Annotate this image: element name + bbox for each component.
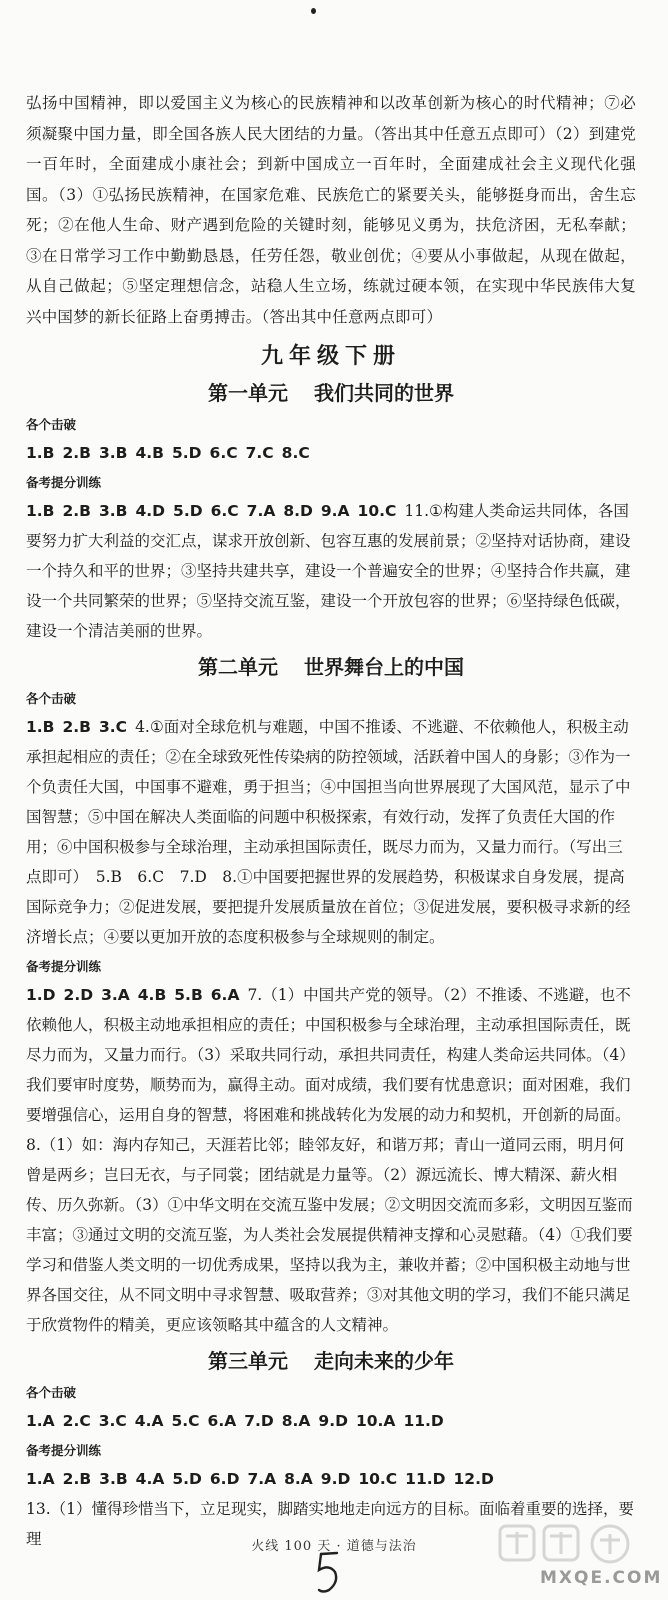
answer-item: 2.C xyxy=(62,1412,91,1430)
answer-item: 5.D xyxy=(172,1470,202,1488)
answer-item: 10.C xyxy=(357,502,397,520)
answer-item: 11.D xyxy=(405,1470,446,1488)
unit-2-heading xyxy=(26,650,636,684)
watermark-text: MXQE.COM xyxy=(540,1568,663,1588)
answer-item: 4.D xyxy=(135,502,166,520)
unit-2-section-2-label: 备考提分训练 xyxy=(26,959,102,974)
answer-item: 3.C xyxy=(99,718,128,736)
answer-text: 4.①面对全球危机与难题，中国不推诿、不逃避、不依赖他人，积极主动承担起相应的责任；②在全球致死性传染病的防控领域，活跃着中国人的身影；③作为一个负责任大国，中国事不避难，勇于担当；④中国担当向世界展现了大国风范，显示了中国智慧；⑤中国在解决人类面临的问题中积极探索，有效行动，发挥了负责任大国的作用；⑥中国积极参与全球治理，主动承担国际责任，既尽力而为，又量力而行。（写出三点即可） 5.B 6.C 7.D 8.①中国要把握世界的发展趋势，积极谋求自身发展，提高国际竞争力；②促进发展，要把提升发展质量放在首位；③促进发展，要积极寻求新的经济增长点；④要以更加开放的态度积极参与全球规则的制定。 xyxy=(26,718,631,946)
answer-item: 2.B xyxy=(62,502,91,520)
answer-item: 12.D xyxy=(453,1470,494,1488)
answer-item: 8.A xyxy=(284,1470,313,1488)
unit-2-section-1-answers xyxy=(26,712,636,952)
book-title: 九年级下册 xyxy=(260,343,401,369)
answer-item: 6.D xyxy=(209,1470,240,1488)
handwritten-page-number xyxy=(313,1550,343,1596)
unit-1-section-1-answers xyxy=(26,438,636,468)
answer-item: 4.A xyxy=(134,1412,164,1430)
unit-3-heading xyxy=(26,1344,636,1378)
answer-item: 4.B xyxy=(137,986,167,1004)
answer-item: 8.D xyxy=(283,502,313,520)
answer-item: 7.A xyxy=(247,1470,277,1488)
answer-item: 7.C xyxy=(245,444,274,462)
answer-item: 6.C xyxy=(209,444,238,462)
unit-1-number: 第一单元 xyxy=(208,381,288,405)
unit-1-section-2-answers xyxy=(26,496,636,646)
unit-1-section-2-label: 备考提分训练 xyxy=(26,475,102,490)
unit-1-heading xyxy=(26,376,636,410)
answer-item: 5.D xyxy=(172,444,202,462)
answer-text: 7.（1）中国共产党的领导。（2）不推诿、不逃避，也不依赖他人，积极主动地承担相应的责任；中国积极参与全球治理，主动承担国际责任，既尽力而为，又量力而行。（3）采取共同行动，承担共同责任，构建人类命运共同体。（4）我们要审时度势，顺势而为，赢得主动。面对成绩，我们要有忧患意识；面对困难，我们要增强信心，运用自身的智慧，将困难和挑战转化为发展的动力和契机，开创新的局面。 8.（1）如：海内存知己，天涯若比邻；睦邻友好，和谐万邦；青山一道同云雨，明月何曾是两乡；岂曰无衣，与子同裳；团结就是力量等。（2）源远流长、博大精深、薪火相传、历久弥新。（3）①中华文明在交流互鉴中发展；②文明因交流而多彩，文明因互鉴而丰富；③通过文明的交流互鉴，为人类社会发展提供精神支撑和心灵慰藉。（4）①我们要学习和借鉴人类文明的一切优秀成果，坚持以我为主，兼收并蓄；②中国积极主动地与世界各国交往，从不同文明中寻求智慧、吸取营养；③对其他文明的学习，我们不能只满足于欣赏物件的精美，更应该领略其中蕴含的人文精神。 xyxy=(26,986,639,1334)
answer-item: 2.B xyxy=(62,444,91,462)
answer-item: 2.B xyxy=(62,1470,92,1488)
answer-item: 7.A xyxy=(246,502,276,520)
unit-2-number: 第二单元 xyxy=(198,655,278,679)
answer-item: 2.B xyxy=(62,718,91,736)
page-dot xyxy=(311,8,316,14)
answer-item: 3.C xyxy=(98,1412,127,1430)
unit-3-number: 第三单元 xyxy=(208,1349,288,1373)
answer-item: 1.B xyxy=(26,502,55,520)
unit-1-name: 我们共同的世界 xyxy=(314,381,454,405)
answer-item: 3.A xyxy=(101,986,130,1004)
unit-2-section-1-label: 各个击破 xyxy=(26,691,77,706)
answer-item: 3.B xyxy=(99,502,128,520)
unit-3-section-2-label: 备考提分训练 xyxy=(26,1443,102,1458)
unit-2-section-2-answers xyxy=(26,980,639,1340)
answer-item: 9.D xyxy=(320,1470,351,1488)
answer-item: 10.C xyxy=(358,1470,398,1488)
answer-item: 3.B xyxy=(99,444,128,462)
answer-item: 5.B xyxy=(174,986,203,1004)
answer-text: 13.（1）懂得珍惜当下，立足现实，脚踏实地地走向远方的目标。面临着重要的选择，要理 xyxy=(26,1500,635,1548)
unit-3-section-1-answers xyxy=(26,1406,636,1436)
unit-3-name: 走向未来的少年 xyxy=(314,1349,454,1373)
answer-item: 8.C xyxy=(281,444,310,462)
answer-item: 8.A xyxy=(281,1412,311,1430)
answer-item: 9.D xyxy=(318,1412,348,1430)
unit-3-section-1-label: 各个击破 xyxy=(26,1385,77,1400)
unit-2-name: 世界舞台上的中国 xyxy=(304,655,464,679)
answer-item: 5.C xyxy=(171,1412,200,1430)
answer-item: 1.A xyxy=(26,1412,55,1430)
answer-item: 3.B xyxy=(99,1470,128,1488)
answer-item: 6.C xyxy=(210,502,239,520)
answer-item: 5.D xyxy=(173,502,203,520)
intro-paragraph: 弘扬中国精神，即以爱国主义为核心的民族精神和以改革创新为核心的时代精神；⑦必须凝聚中国力量，即全国各族人民大团结的力量。（答出其中任意五点即可）（2）到建党一百年时，全面建成小康社会；到新中国成立一百年时，全面建成社会主义现代化强国。（3）①弘扬民族精神，在国家危难、民族危亡的紧要关头，能够挺身而出，舍生忘死；②在他人生命、财产遇到危险的关键时刻，能够见义勇为，扶危济困，无私奉献；③在日常学习工作中勤勤恳恳，任劳任怨，敬业创优；④要从小事做起，从现在做起，从自己做起；⑤坚定理想信念，站稳人生立场，练就过硬本领，在实现中华民族伟大复兴中国梦的新长征路上奋勇搏击。（答出其中任意两点即可） xyxy=(26,94,636,326)
answer-text: 11.①构建人类命运共同体，各国要努力扩大利益的交汇点，谋求开放创新、包容互惠的发展前景；②坚持对话协商，建设一个持久和平的世界；③坚持共建共享，建设一个普遍安全的世界；④坚持合作共赢，建设一个共同繁荣的世界；⑤坚持交流互鉴，建设一个开放包容的世界；⑥坚持绿色低碳，建设一个清洁美丽的世界。 xyxy=(26,502,631,640)
answer-page-content xyxy=(26,88,639,1554)
answer-item: 1.B xyxy=(26,444,55,462)
answer-item: 1.B xyxy=(26,718,55,736)
answer-item: 6.A xyxy=(207,1412,237,1430)
page-footer: 火线 100 天 · 道德与法治 xyxy=(251,1539,417,1554)
answer-item: 4.B xyxy=(135,444,164,462)
unit-1-section-1-label: 各个击破 xyxy=(26,417,77,432)
answer-item: 1.A xyxy=(26,1470,55,1488)
answer-item: 2.D xyxy=(63,986,94,1004)
answer-item: 9.A xyxy=(320,502,350,520)
answer-item: 4.A xyxy=(135,1470,165,1488)
answer-item: 6.A xyxy=(210,986,240,1004)
answer-item: 7.D xyxy=(244,1412,274,1430)
answer-item: 11.D xyxy=(403,1412,444,1430)
answer-item: 10.A xyxy=(355,1412,396,1430)
answer-item: 1.D xyxy=(26,986,56,1004)
